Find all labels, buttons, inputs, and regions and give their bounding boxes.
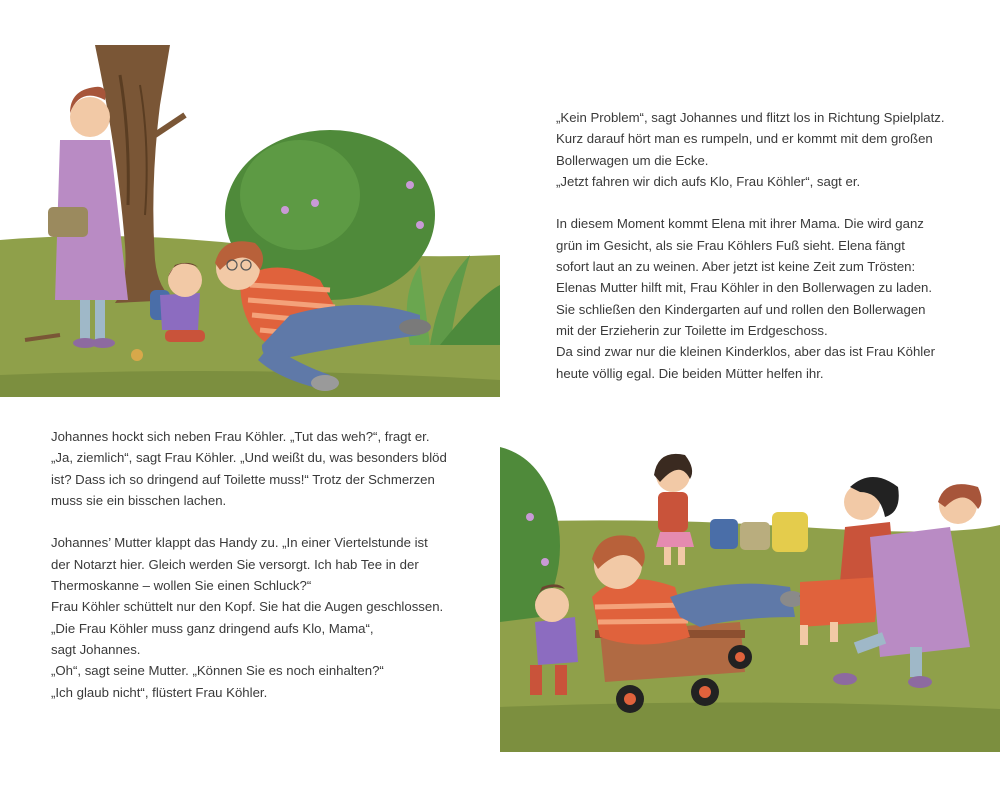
text-line: In diesem Moment kommt Elena mit ihrer Mama. Die wird ganz (556, 216, 924, 232)
text-line: „Jetzt fahren wir dich aufs Klo, Frau Köhler“, sagt er. (556, 173, 861, 189)
text-line: „Ja, ziemlich“, sagt Frau Köhler. „Und weißt du, was besonders blöd (51, 450, 447, 466)
illustration-injured-teacher (0, 45, 500, 397)
text-line: Sie schließen den Kindergarten auf und rollen den Bollerwagen (556, 301, 926, 317)
text-line: sofort laut an zu weinen. Aber jetzt ist keine Zeit zum Trösten: (556, 259, 916, 275)
illustration-1-svg (0, 45, 500, 397)
text-line: „Oh“, sagt seine Mutter. „Können Sie es noch einhalten?“ (51, 663, 384, 679)
text-line: ist? Dass ich so dringend auf Toilette muss!“ Trotz der Schmerzen (51, 471, 435, 487)
text-line: muss sie ein bisschen lachen. (51, 492, 227, 508)
text-line: Thermoskanne – wollen Sie einen Schluck?“ (51, 578, 312, 594)
text-line: grün im Gesicht, als sie Frau Köhlers Fuß sieht. Elena fängt (556, 237, 905, 253)
illustration-bollerwagen (500, 447, 1000, 752)
apple (131, 349, 143, 361)
story-text-right (556, 107, 945, 384)
backpack (710, 519, 738, 549)
backpack (772, 512, 808, 552)
illustration-2-svg (500, 447, 1000, 752)
paragraph-gap (51, 511, 447, 532)
flower (541, 558, 549, 566)
text-line: Johannes’ Mutter klappt das Handy zu. „In einer Viertelstunde ist (51, 535, 428, 551)
text-line: „Die Frau Köhler muss ganz dringend aufs Klo, Mama“, (51, 620, 374, 636)
flower (281, 206, 289, 214)
tree-branch (155, 115, 185, 135)
text-line: „Kein Problem“, sagt Johannes und flitzt los in Richtung Spielplatz. (556, 110, 945, 125)
story-text-left (51, 426, 447, 703)
grass-shade (500, 702, 1000, 752)
flower (406, 181, 414, 189)
text-line: Johannes hockt sich neben Frau Köhler. „Tut das weh?“, fragt er. (51, 429, 430, 444)
text-line: mit der Erzieherin zur Toilette im Erdgeschoss. (556, 322, 828, 338)
flower (311, 199, 319, 207)
text-line: Frau Köhler schüttelt nur den Kopf. Sie hat die Augen geschlossen. (51, 599, 444, 615)
text-line: heute völlig egal. Die beiden Mütter helfen ihr. (556, 365, 824, 381)
bag (740, 522, 770, 550)
text-line: sagt Johannes. (51, 641, 141, 657)
paragraph-gap (556, 192, 945, 213)
text-line: „Ich glaub nicht“, flüstert Frau Köhler. (51, 684, 268, 700)
text-line: Elenas Mutter hilft mit, Frau Köhler in den Bollerwagen zu laden. (556, 280, 933, 296)
flower (416, 221, 424, 229)
bush-highlight (240, 140, 360, 250)
text-line: der Notarzt hier. Gleich werden Sie versorgt. Ich hab Tee in der (51, 556, 419, 572)
flower (526, 513, 534, 521)
text-line: Da sind zwar nur die kleinen Kinderklos, aber das ist Frau Köhler (556, 344, 935, 360)
text-line: Kurz darauf hört man es rumpeln, und er kommt mit dem großen (556, 131, 933, 147)
text-line: Bollerwagen um die Ecke. (556, 152, 709, 168)
